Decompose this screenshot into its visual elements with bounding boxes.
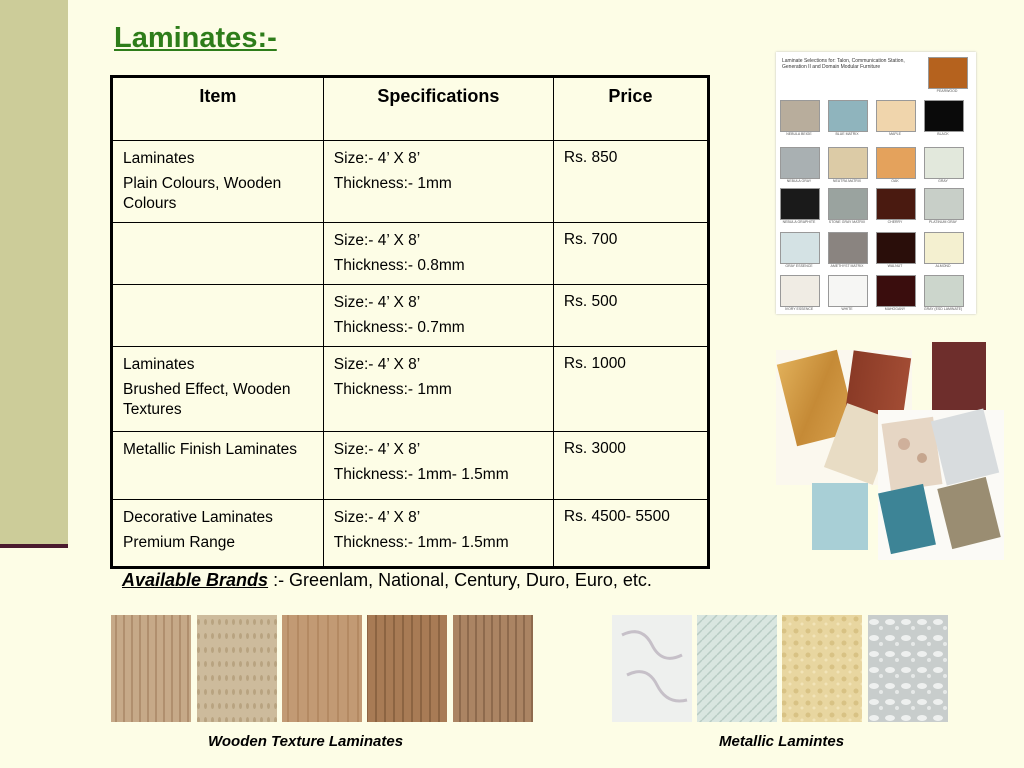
catalog-chip-label: NEUTRA MATRIX [832,179,862,183]
spec-cell: Size:- 4’ X 8’ Thickness:- 1mm- 1.5mm [323,432,553,500]
catalog-chip-label: MAPLE [889,132,901,136]
pricing-table [110,75,710,569]
available-brands-label: Available Brands [122,570,269,590]
wooden-texture-caption: Wooden Texture Laminates [208,733,404,750]
table-row [112,347,709,432]
catalog-chip-label: PLATINUM GRAY [928,220,958,224]
catalog-chip-label: PEARWOOD [936,89,958,93]
catalog-color-chip [876,100,916,132]
maroon-sample-swatch [932,342,986,410]
catalog-color-chip [780,188,820,220]
price-cell: Rs. 4500- 5500 [553,500,708,568]
column-header-item: Item [112,77,324,141]
price-cell: Rs. 500 [553,285,708,347]
catalog-chip-label: BLUE MATRIX [835,132,859,136]
wood-swatch-3 [282,615,362,722]
catalog-color-chip [924,100,964,132]
catalog-color-chip [876,232,916,264]
column-header-price: Price [553,77,708,141]
floral-pattern-spot [917,453,927,463]
catalog-color-chip [828,275,868,307]
table-row [112,500,709,568]
left-accent-bar [0,0,68,548]
light-blue-sample-swatch [812,483,868,550]
catalog-chip-label: IVORY ESSENCE [784,307,814,311]
price-cell: Rs. 850 [553,141,708,223]
catalog-color-chip [780,275,820,307]
catalog-color-chip [828,100,868,132]
wooden-texture-swatches [111,615,533,722]
available-brands [122,570,652,591]
catalog-chip-label: GRAY (ESD LAMINATE) [923,307,963,311]
wood-swatch-2 [197,615,277,722]
left-accent-line [0,544,68,548]
metallic-caption: Metallic Lamintes [719,733,845,750]
catalog-header: Laminate Selections for: Talon, Communication Station, Generation II and Domain Modular Furniture [782,58,905,70]
catalog-chip-label: GRAY [938,179,948,183]
catalog-color-chip [780,100,820,132]
catalog-color-chip [828,232,868,264]
catalog-color-chip [876,147,916,179]
catalog-color-chip [876,275,916,307]
spec-cell: Size:- 4’ X 8’ Thickness:- 1mm- 1.5mm [323,500,553,568]
catalog-color-chip [924,232,964,264]
table-header-row [112,77,709,141]
catalog-color-chip [828,188,868,220]
column-header-specifications: Specifications [323,77,553,141]
catalog-color-chip [924,275,964,307]
metallic-swatches [612,615,948,722]
available-brands-list: :- Greenlam, National, Century, Duro, Euro, etc. [268,570,652,590]
catalog-chip-label: NEBULA GRAY [786,179,812,183]
wood-swatch-4 [367,615,447,722]
wood-swatch-1 [111,615,191,722]
item-cell: Laminates Plain Colours, Wooden Colours [112,141,324,223]
metallic-swatch-4 [868,615,948,722]
catalog-chip-label: MAHOGANY [884,307,906,311]
catalog-chip-label: OAK [891,179,899,183]
catalog-color-chip [828,147,868,179]
catalog-chip-label: WALNUT [887,264,903,268]
laminate-samples-collage [776,340,1004,560]
item-cell [112,223,324,285]
floral-pattern-spot [898,438,910,450]
catalog-color-chip [780,232,820,264]
item-cell: Laminates Brushed Effect, Wooden Textures [112,347,324,432]
wood-swatch-5 [453,615,533,722]
catalog-chip-label: ALMOND [935,264,951,268]
page-title: Laminates:- [114,22,277,54]
catalog-chip-label: NEBULA BEIGE [786,132,812,136]
spec-cell: Size:- 4’ X 8’ Thickness:- 0.8mm [323,223,553,285]
metallic-swatch-3 [782,615,862,722]
spec-cell: Size:- 4’ X 8’ Thickness:- 0.7mm [323,285,553,347]
price-cell: Rs. 3000 [553,432,708,500]
metallic-swatch-1 [612,615,692,722]
catalog-color-chip [924,188,964,220]
spec-cell: Size:- 4’ X 8’ Thickness:- 1mm [323,347,553,432]
catalog-chip-label: CHERRY [887,220,903,224]
laminate-catalog-image [776,52,976,314]
item-cell: Metallic Finish Laminates [112,432,324,500]
table-row [112,141,709,223]
catalog-chip-label: NEBULA GRAPHITE [782,220,816,224]
item-cell: Decorative Laminates Premium Range [112,500,324,568]
price-cell: Rs. 700 [553,223,708,285]
catalog-color-chip [876,188,916,220]
spec-cell: Size:- 4’ X 8’ Thickness:- 1mm [323,141,553,223]
catalog-color-chip [928,57,968,89]
table-row [112,285,709,347]
catalog-color-chip [780,147,820,179]
catalog-color-chip [924,147,964,179]
item-cell [112,285,324,347]
price-cell: Rs. 1000 [553,347,708,432]
catalog-chip-label: WHITE [841,307,853,311]
table-row [112,223,709,285]
catalog-chip-label: BLACK [937,132,949,136]
table-row [112,432,709,500]
catalog-chip-label: GRAY ESSENCE [785,264,813,268]
catalog-chip-label: AMETHYST MATRIX [830,264,864,268]
catalog-chip-label: STONE GRAY MATRIX [828,220,866,224]
metallic-swatch-2 [697,615,777,722]
